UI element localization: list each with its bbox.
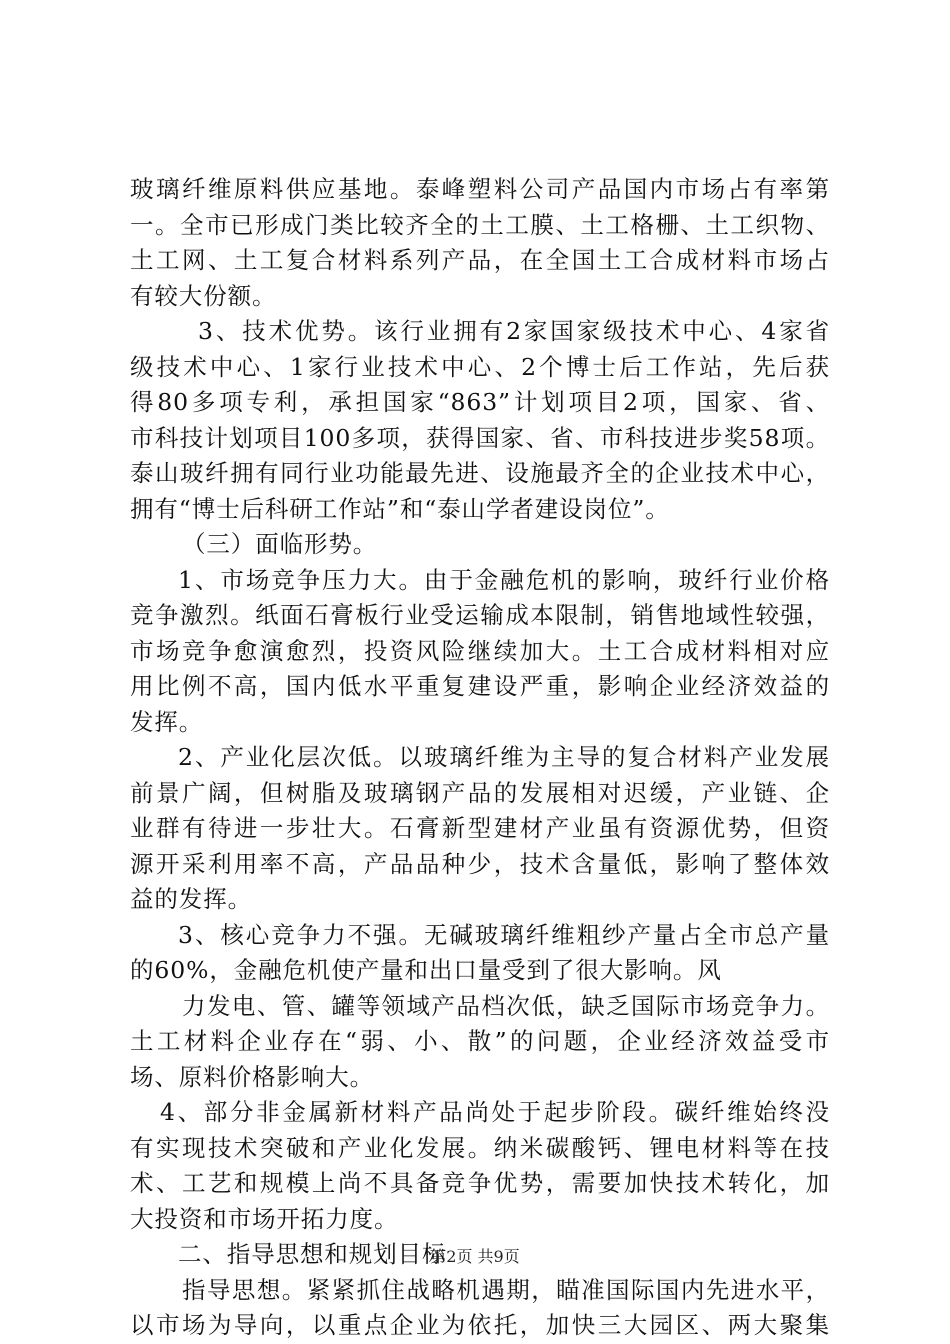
- section-heading: （三）面临形势。: [182, 530, 378, 558]
- text-line: 泰山玻纤拥有同行业功能最先进、设施最齐全的企业技术中心，: [130, 459, 830, 487]
- text-line: 拥有“博士后科研工作站”和“泰山学者建设岗位”。: [130, 494, 670, 523]
- text-line: 用比例不高，国内低水平重复建设严重，影响企业经济效益的: [130, 672, 830, 700]
- text-line: 的60%，金融危机使产量和出口量受到了很大影响。风: [130, 956, 722, 984]
- text-line: 有较大份额。: [130, 281, 277, 310]
- text-line: 有实现技术突破和产业化发展。纳米碳酸钙、锂电材料等在技: [130, 1133, 830, 1162]
- text-line: 玻璃纤维原料供应基地。泰峰塑料公司产品国内市场占有率第: [130, 175, 830, 203]
- text-line: 力发电、管、罐等领域产品档次低，缺乏国际市场竞争力。: [182, 991, 830, 1020]
- text-line: 业群有待进一步壮大。石膏新型建材产业虽有资源优势，但资: [130, 814, 830, 842]
- page-footer: 第2页 共9页: [430, 1247, 520, 1266]
- text-line: 4、部分非金属新材料产品尚处于起步阶段。碳纤维始终没: [160, 1098, 830, 1126]
- text-line: 级技术中心、1家行业技术中心、2个博士后工作站，先后获: [130, 352, 830, 381]
- text-line: 竞争激烈。纸面石膏板行业受运输成本限制，销售地域性较强，: [130, 601, 830, 629]
- text-line: 源开采利用率不高，产品品种少，技术含量低，影响了整体效: [130, 849, 830, 878]
- text-line: 以市场为导向，以重点企业为依托，加快三大园区、两大聚集: [130, 1311, 830, 1339]
- text-line: 大投资和市场开拓力度。: [130, 1204, 399, 1233]
- text-line: 2、产业化层次低。以玻璃纤维为主导的复合材料产业发展: [178, 743, 830, 771]
- text-line: 市场竞争愈演愈烈，投资风险继续加大。土工合成材料相对应: [130, 636, 830, 665]
- text-line: 土工材料企业存在“弱、小、散”的问题，企业经济效益受市: [130, 1027, 830, 1055]
- text-line: 场、原料价格影响大。: [130, 1062, 374, 1091]
- text-line: 市科技计划项目100多项，获得国家、省、市科技进步奖58项。: [130, 423, 830, 452]
- section-heading: 二、指导思想和规划目标: [178, 1240, 447, 1268]
- text-line: 前景广阔，但树脂及玻璃钢产品的发展相对迟缓，产业链、企: [130, 778, 830, 807]
- text-line: 指导思想。紧紧抓住战略机遇期，瞄准国际国内先进水平，: [182, 1275, 830, 1304]
- document-body: [130, 172, 830, 1344]
- text-line: 土工网、土工复合材料系列产品，在全国土工合成材料市场占: [130, 246, 830, 274]
- text-line: 3、技术优势。该行业拥有2家国家级技术中心、4家省: [198, 317, 830, 345]
- text-line: 1、市场竞争压力大。由于金融危机的影响，玻纤行业价格: [178, 565, 830, 594]
- text-line: 益的发挥。: [130, 885, 252, 913]
- text-line: 术、工艺和规模上尚不具备竞争优势，需要加快技术转化，加: [130, 1169, 830, 1197]
- text-line: 得80多项专利，承担国家“863”计划项目2项，国家、省、: [130, 388, 830, 416]
- text-line: 一。全市已形成门类比较齐全的土工膜、土工格栅、土工织物、: [130, 210, 830, 239]
- text-line: 发挥。: [130, 707, 204, 736]
- text-line: 3、核心竞争力不强。无碱玻璃纤维粗纱产量占全市总产量: [178, 920, 830, 949]
